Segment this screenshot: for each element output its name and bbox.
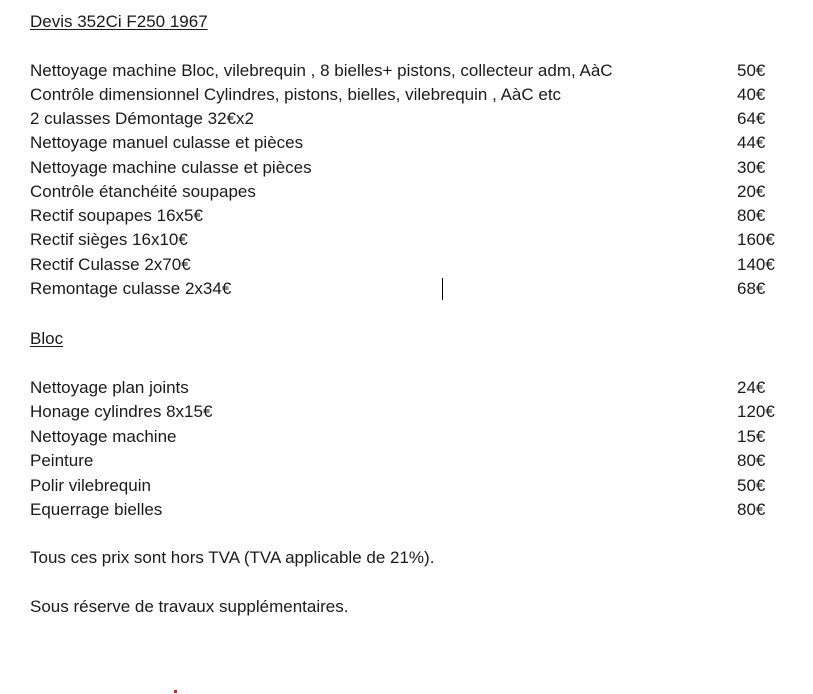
quote-line-price: 68€ — [737, 279, 766, 298]
document-title: Devis 352Ci F250 1967 — [30, 12, 208, 31]
quote-line-price: 50€ — [737, 476, 766, 495]
quote-line-label: Remontage culasse 2x34€ — [30, 279, 232, 298]
quote-line-price: 44€ — [737, 133, 766, 152]
quote-line-label: Nettoyage plan joints — [30, 378, 189, 397]
quote-line-label: Nettoyage machine — [30, 427, 177, 446]
quote-line-label: Nettoyage machine Bloc, vilebrequin , 8 bielles+ pistons, collecteur adm, AàC — [30, 61, 613, 80]
quote-line-label: Rectif Culasse 2x70€ — [30, 255, 191, 274]
quote-line-price: 15€ — [737, 427, 766, 446]
quote-line — [30, 59, 790, 83]
quote-line-label: Honage cylindres 8x15€ — [30, 402, 213, 421]
quote-line — [30, 228, 790, 252]
quote-line — [30, 277, 790, 301]
quote-line-price: 24€ — [737, 378, 766, 397]
quote-line — [30, 107, 790, 131]
quote-line-label: Contrôle étanchéité soupapes — [30, 182, 256, 201]
quote-line — [30, 131, 790, 155]
quote-line — [30, 474, 790, 498]
quote-line-price: 160€ — [737, 230, 775, 249]
quote-line-price: 80€ — [737, 206, 766, 225]
quote-line-price: 64€ — [737, 109, 766, 128]
tva-note: Tous ces prix sont hors TVA (TVA applicable de 21%). — [30, 548, 435, 567]
text-cursor — [442, 278, 443, 300]
quote-line-label: Nettoyage manuel culasse et pièces — [30, 133, 304, 152]
quote-line-label: Peinture — [30, 451, 94, 470]
quote-line — [30, 498, 790, 522]
quote-line-price: 80€ — [737, 451, 766, 470]
quote-line-label: Polir vilebrequin — [30, 476, 151, 495]
quote-line — [30, 156, 790, 180]
quote-line — [30, 253, 790, 277]
quote-line — [30, 204, 790, 228]
quote-line-price: 50€ — [737, 61, 766, 80]
quote-line-label: 2 culasses Démontage 32€x2 — [30, 109, 254, 128]
quote-line-price: 30€ — [737, 158, 766, 177]
quote-line-label: Contrôle dimensionnel Cylindres, pistons, bielles, vilebrequin , AàC etc — [30, 85, 562, 104]
quote-line — [30, 83, 790, 107]
quote-line-label: Rectif soupapes 16x5€ — [30, 206, 203, 225]
quote-line-price: 80€ — [737, 500, 766, 519]
quote-line-label: Equerrage bielles — [30, 500, 163, 519]
reserve-note: Sous réserve de travaux supplémentaires. — [30, 597, 349, 616]
quote-line-price: 140€ — [737, 255, 775, 274]
quote-line — [30, 449, 790, 473]
quote-line-price: 20€ — [737, 182, 766, 201]
red-mark — [174, 690, 177, 693]
quote-line-label: Nettoyage machine culasse et pièces — [30, 158, 312, 177]
quote-line-price: 40€ — [737, 85, 766, 104]
quote-line-price: 120€ — [737, 402, 775, 421]
quote-line — [30, 400, 790, 424]
quote-line — [30, 180, 790, 204]
quote-line-label: Rectif sièges 16x10€ — [30, 230, 188, 249]
quote-line — [30, 376, 790, 400]
section-heading-bloc: Bloc — [30, 329, 64, 348]
quote-line — [30, 425, 790, 449]
